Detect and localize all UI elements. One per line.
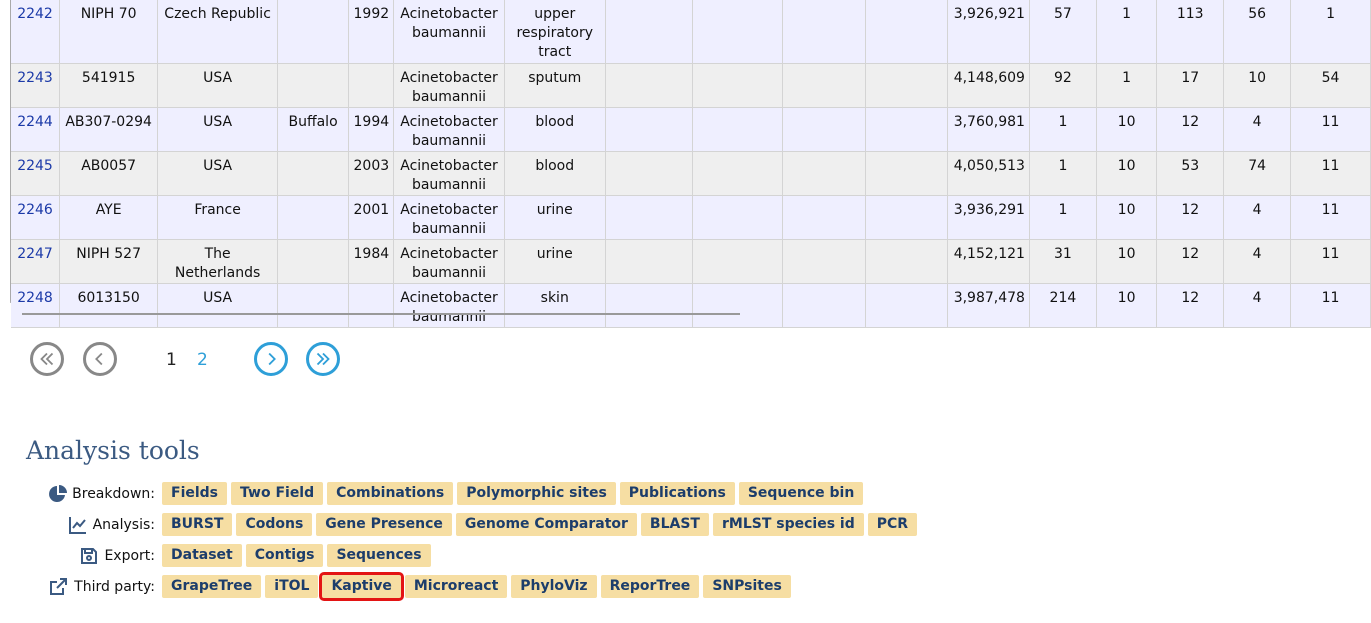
isolate-cell: AYE (60, 195, 158, 239)
empty-cell (865, 151, 947, 195)
length-cell: 3,760,981 (947, 107, 1029, 151)
species-cell: Acinetobacter baumannii (394, 283, 504, 327)
analysis-row (0, 513, 1000, 537)
isolate-id-link[interactable]: 2244 (17, 113, 53, 130)
isolate-id-link[interactable]: 2242 (17, 6, 53, 22)
third-party-label: Third party: (74, 579, 155, 595)
current-page-number: 1 (166, 350, 177, 370)
isolate-id-link[interactable]: 2248 (17, 289, 53, 306)
previous-page-button[interactable] (83, 342, 117, 376)
empty-cell (865, 107, 947, 151)
source-cell: skin (504, 283, 605, 327)
pie-chart-icon (48, 484, 68, 504)
empty-cell (693, 195, 783, 239)
chevron-left-icon (89, 348, 111, 370)
empty-cell (782, 151, 865, 195)
c4-cell: 56 (1224, 0, 1291, 63)
length-cell: 4,152,121 (947, 239, 1029, 283)
empty-cell (693, 239, 783, 283)
country-cell: USA (158, 151, 278, 195)
isolate-id-cell (11, 239, 60, 283)
c5-cell: 11 (1291, 239, 1371, 283)
source-cell: urine (504, 195, 605, 239)
empty-cell (693, 0, 783, 63)
empty-cell (782, 63, 865, 107)
country-cell: USA (158, 63, 278, 107)
country-cell: France (158, 195, 278, 239)
isolate-cell: 6013150 (60, 283, 158, 327)
source-cell: blood (504, 107, 605, 151)
c1-cell: 57 (1029, 0, 1096, 63)
isolate-cell: AB307-0294 (60, 107, 158, 151)
burst-button[interactable]: BURST (162, 513, 232, 536)
source-cell: blood (504, 151, 605, 195)
polymorphic-sites-button[interactable]: Polymorphic sites (457, 482, 616, 505)
c1-cell: 92 (1029, 63, 1096, 107)
c1-cell: 31 (1029, 239, 1096, 283)
isolate-id-cell (11, 151, 60, 195)
empty-cell (865, 239, 947, 283)
species-cell: Acinetobacter baumannii (394, 0, 504, 63)
c4-cell: 10 (1224, 63, 1291, 107)
first-page-button[interactable] (30, 342, 64, 376)
year-cell: 2003 (349, 151, 394, 195)
isolate-id-cell (11, 195, 60, 239)
c5-cell: 54 (1291, 63, 1371, 107)
source-cell: upper respiratory tract (504, 0, 605, 63)
isolates-table-container (10, 0, 1352, 325)
c3-cell: 12 (1157, 195, 1224, 239)
empty-cell (605, 107, 692, 151)
city-cell (277, 151, 348, 195)
source-cell: urine (504, 239, 605, 283)
empty-cell (782, 195, 865, 239)
snpsites-button[interactable]: SNPsites (703, 575, 790, 598)
length-cell: 4,148,609 (947, 63, 1029, 107)
c1-cell: 1 (1029, 195, 1096, 239)
c5-cell: 11 (1291, 107, 1371, 151)
isolates-table (11, 0, 1371, 328)
isolate-cell: 541915 (60, 63, 158, 107)
empty-cell (693, 151, 783, 195)
export-buttons (162, 544, 431, 567)
city-cell (277, 63, 348, 107)
empty-cell (865, 63, 947, 107)
chevron-right-icon (260, 348, 282, 370)
export-label: Export: (104, 548, 155, 564)
c3-cell: 12 (1157, 239, 1224, 283)
isolate-id-link[interactable]: 2247 (17, 245, 53, 262)
page-2-link[interactable]: 2 (197, 350, 208, 370)
empty-cell (782, 239, 865, 283)
breakdown-row (0, 482, 1000, 506)
contigs-button[interactable]: Contigs (246, 544, 324, 567)
c3-cell: 53 (1157, 151, 1224, 195)
c2-cell: 1 (1096, 63, 1156, 107)
gene-presence-button[interactable]: Gene Presence (316, 513, 452, 536)
dataset-button[interactable]: Dataset (162, 544, 242, 567)
city-cell (277, 195, 348, 239)
year-cell (349, 63, 394, 107)
c2-cell: 10 (1096, 195, 1156, 239)
empty-cell (693, 283, 783, 327)
blast-button[interactable]: BLAST (641, 513, 709, 536)
country-cell: The Netherlands (158, 239, 278, 283)
itol-button[interactable]: iTOL (265, 575, 318, 598)
c2-cell: 10 (1096, 107, 1156, 151)
third-party-row (0, 575, 1000, 599)
species-cell: Acinetobacter baumannii (394, 151, 504, 195)
c4-cell: 4 (1224, 239, 1291, 283)
isolate-id-cell (11, 107, 60, 151)
empty-cell (865, 0, 947, 63)
year-cell: 1984 (349, 239, 394, 283)
year-cell: 2001 (349, 195, 394, 239)
year-cell: 1992 (349, 0, 394, 63)
length-cell: 3,987,478 (947, 283, 1029, 327)
phyloviz-button[interactable]: PhyloViz (511, 575, 596, 598)
c3-cell: 113 (1157, 0, 1224, 63)
fields-button[interactable]: Fields (162, 482, 227, 505)
microreact-button[interactable]: Microreact (405, 575, 507, 598)
species-cell: Acinetobacter baumannii (394, 195, 504, 239)
c5-cell: 11 (1291, 151, 1371, 195)
country-cell: USA (158, 283, 278, 327)
city-cell (277, 0, 348, 63)
double-chevron-left-icon (36, 348, 58, 370)
table-row (11, 151, 1371, 195)
two-field-button[interactable]: Two Field (231, 482, 323, 505)
table-row (11, 63, 1371, 107)
c1-cell: 1 (1029, 107, 1096, 151)
length-cell: 4,050,513 (947, 151, 1029, 195)
species-cell: Acinetobacter baumannii (394, 63, 504, 107)
empty-cell (605, 195, 692, 239)
city-cell (277, 283, 348, 327)
export-row (0, 544, 1000, 568)
c1-cell: 1 (1029, 151, 1096, 195)
analysis-tools-heading: Analysis tools (26, 436, 200, 465)
isolate-cell: NIPH 70 (60, 0, 158, 63)
source-cell: sputum (504, 63, 605, 107)
analysis-label: Analysis: (92, 517, 155, 533)
country-cell: USA (158, 107, 278, 151)
c4-cell: 74 (1224, 151, 1291, 195)
next-page-button[interactable] (254, 342, 288, 376)
city-cell (277, 239, 348, 283)
c5-cell: 11 (1291, 195, 1371, 239)
c5-cell: 1 (1291, 0, 1371, 63)
empty-cell (605, 63, 692, 107)
c2-cell: 10 (1096, 239, 1156, 283)
c4-cell: 4 (1224, 195, 1291, 239)
c3-cell: 17 (1157, 63, 1224, 107)
genome-comparator-button[interactable]: Genome Comparator (456, 513, 637, 536)
codons-button[interactable]: Codons (236, 513, 312, 536)
isolate-id-cell (11, 283, 60, 327)
empty-cell (782, 107, 865, 151)
empty-cell (782, 283, 865, 327)
length-cell: 3,936,291 (947, 195, 1029, 239)
isolate-cell: AB0057 (60, 151, 158, 195)
c2-cell: 10 (1096, 283, 1156, 327)
length-cell: 3,926,921 (947, 0, 1029, 63)
species-cell: Acinetobacter baumannii (394, 107, 504, 151)
city-cell: Buffalo (277, 107, 348, 151)
isolate-id-cell (11, 63, 60, 107)
isolate-cell: NIPH 527 (60, 239, 158, 283)
c3-cell: 12 (1157, 107, 1224, 151)
c5-cell: 11 (1291, 283, 1371, 327)
double-chevron-right-icon (312, 348, 334, 370)
year-cell: 1994 (349, 107, 394, 151)
sequence-bin-button[interactable]: Sequence bin (739, 482, 863, 505)
table-row (11, 239, 1371, 283)
year-cell (349, 283, 394, 327)
breakdown-buttons (162, 482, 863, 505)
empty-cell (865, 283, 947, 327)
empty-cell (782, 0, 865, 63)
table-row (11, 283, 1371, 327)
pager-divider (22, 313, 740, 315)
table-row (11, 107, 1371, 151)
isolate-id-link[interactable]: 2245 (17, 157, 53, 174)
last-page-button[interactable] (306, 342, 340, 376)
c2-cell: 10 (1096, 151, 1156, 195)
rmlst-species-id-button[interactable]: rMLST species id (713, 513, 864, 536)
empty-cell (693, 63, 783, 107)
c2-cell: 1 (1096, 0, 1156, 63)
empty-cell (693, 107, 783, 151)
isolate-id-link[interactable]: 2246 (17, 201, 53, 218)
reportree-button[interactable]: ReporTree (601, 575, 700, 598)
isolate-id-cell (11, 0, 60, 63)
isolate-id-link[interactable]: 2243 (17, 69, 53, 86)
empty-cell (605, 239, 692, 283)
empty-cell (605, 283, 692, 327)
sequences-button[interactable]: Sequences (327, 544, 430, 567)
c4-cell: 4 (1224, 283, 1291, 327)
pcr-button[interactable]: PCR (868, 513, 917, 536)
publications-button[interactable]: Publications (620, 482, 735, 505)
empty-cell (605, 151, 692, 195)
kaptive-button[interactable]: Kaptive (322, 575, 400, 598)
combinations-button[interactable]: Combinations (327, 482, 453, 505)
c4-cell: 4 (1224, 107, 1291, 151)
breakdown-label: Breakdown: (72, 486, 155, 502)
table-row (11, 0, 1371, 63)
grapetree-button[interactable]: GrapeTree (162, 575, 261, 598)
c3-cell: 12 (1157, 283, 1224, 327)
species-cell: Acinetobacter baumannii (394, 239, 504, 283)
c1-cell: 214 (1029, 283, 1096, 327)
country-cell: Czech Republic (158, 0, 278, 63)
analysis-buttons (162, 513, 917, 536)
empty-cell (865, 195, 947, 239)
third-party-buttons (162, 575, 791, 598)
empty-cell (605, 0, 692, 63)
table-row (11, 195, 1371, 239)
